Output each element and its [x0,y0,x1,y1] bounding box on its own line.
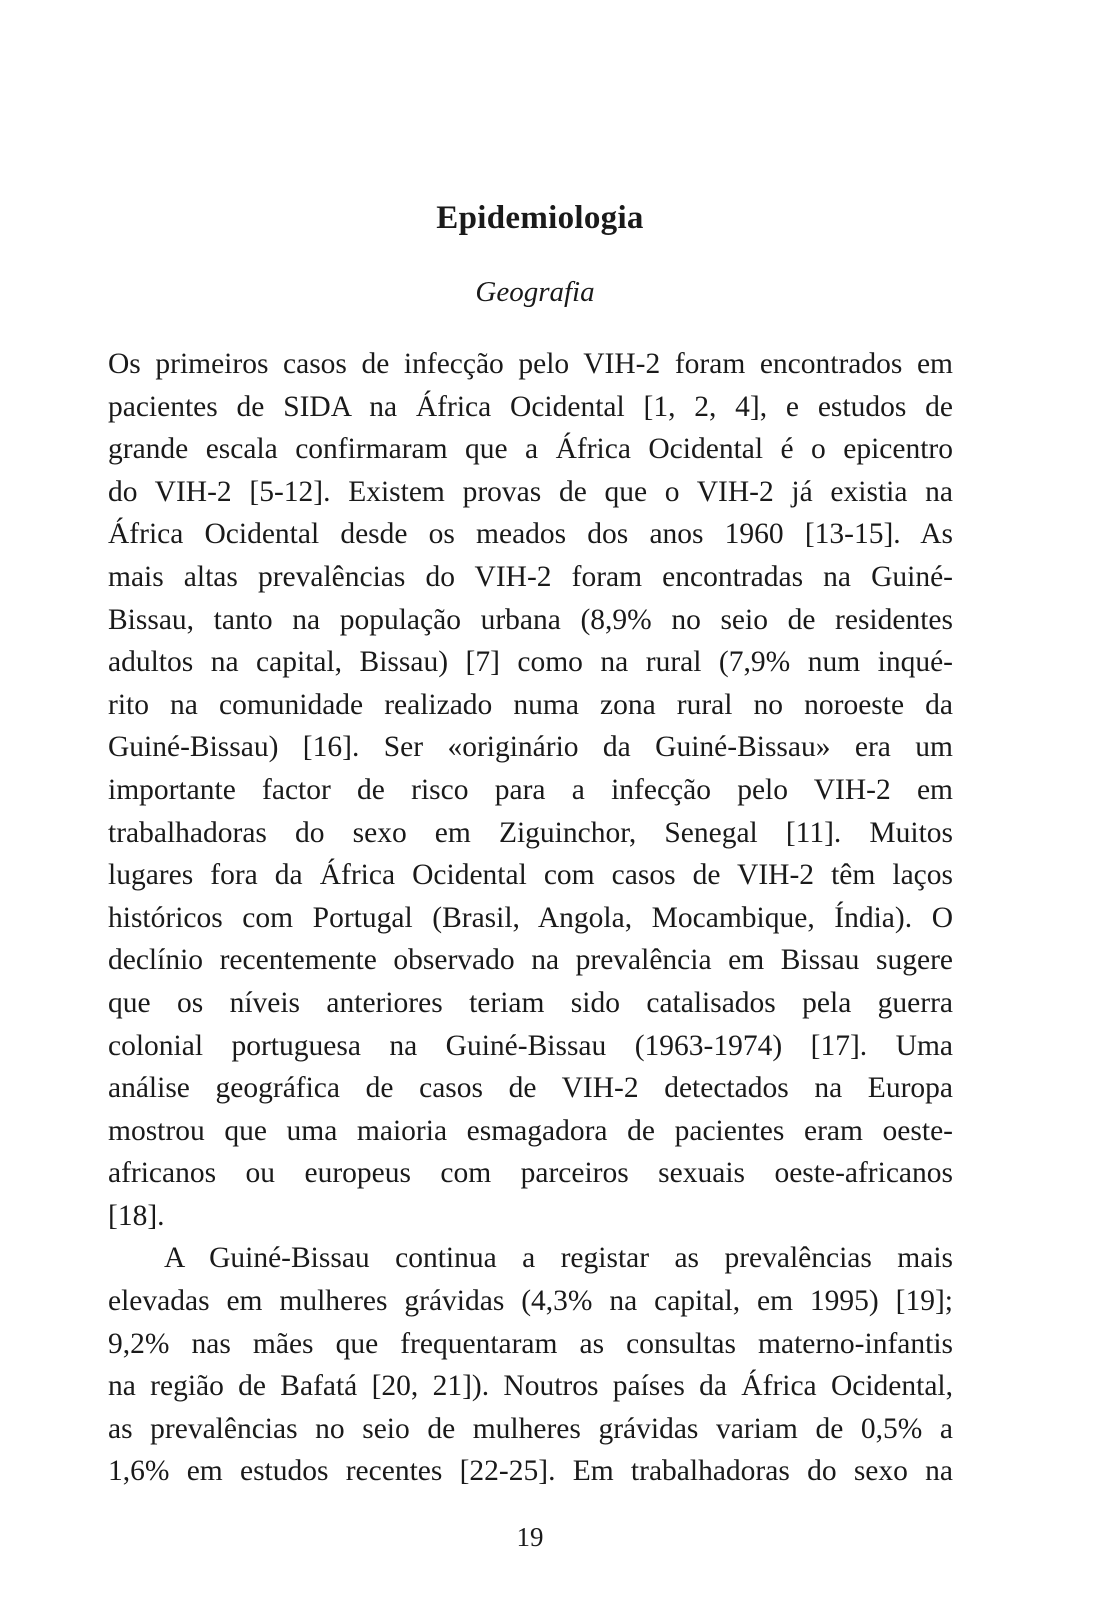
text-line: rito na comunidade realizado numa zona rural no noroeste da [108,688,953,721]
text-line: mostrou que uma maioria esmagadora de pacientes eram oeste- [108,1114,953,1147]
chapter-heading: Epidemiologia [436,200,644,236]
text-line: elevadas em mulheres grávidas (4,3% na capital, em 1995) [19]; [108,1285,953,1318]
text-line: lugares fora da África Ocidental com casos de VIH-2 têm laços [108,859,953,892]
body-text [108,343,953,1493]
text-line: mais altas prevalências do VIH-2 foram encontradas na Guiné- [108,560,953,593]
text-line: análise geográfica de casos de VIH-2 detectados na Europa [108,1072,953,1105]
text-line: declínio recentemente observado na prevalência em Bissau sugere [108,944,953,977]
text-line: Os primeiros casos de infecção pelo VIH-2 foram encontrados em [108,348,953,380]
text-line: que os níveis anteriores teriam sido catalisados pela guerra [108,986,953,1019]
text-line: colonial portuguesa na Guiné-Bissau (1963-1974) [17]. Uma [108,1029,953,1062]
paragraph-1 [108,343,953,1237]
text-line: África Ocidental desde os meados dos anos 1960 [13-15]. As [108,518,953,551]
text-line: históricos com Portugal (Brasil, Angola, Mocambique, Índia). O [108,901,953,934]
text-line: A Guiné-Bissau continua a registar as prevalências mais [164,1242,953,1275]
text-line: na região de Bafatá [20, 21]). Noutros países da África Ocidental, [108,1370,953,1403]
text-line: trabalhadoras do sexo em Ziguinchor, Senegal [11]. Muitos [108,816,953,849]
paragraph-2 [108,1237,953,1493]
page-number: 19 [516,1522,544,1552]
text-line: adultos na capital, Bissau) [7] como na rural (7,9% num inqué- [108,646,953,679]
text-line: [18]. [108,1199,165,1232]
text-line: 1,6% em estudos recentes [22-25]. Em trabalhadoras do sexo na [108,1455,953,1488]
section-subheading: Geografia [475,276,595,308]
text-line: africanos ou europeus com parceiros sexuais oeste-africanos [108,1157,953,1190]
text-line: Bissau, tanto na população urbana (8,9% no seio de residentes [108,603,953,636]
text-line: 9,2% nas mães que frequentaram as consultas materno-infantis [108,1327,953,1360]
text-line: Guiné-Bissau) [16]. Ser «originário da Guiné-Bissau» era um [108,731,953,764]
text-line: pacientes de SIDA na África Ocidental [1, 2, 4], e estudos de [108,390,953,423]
text-line: grande escala confirmaram que a África Ocidental é o epicentro [108,433,953,466]
text-line: do VIH-2 [5-12]. Existem provas de que o VIH-2 já existia na [108,475,953,508]
text-line: importante factor de risco para a infecção pelo VIH-2 em [108,773,953,806]
text-line: as prevalências no seio de mulheres grávidas variam de 0,5% a [108,1412,953,1445]
